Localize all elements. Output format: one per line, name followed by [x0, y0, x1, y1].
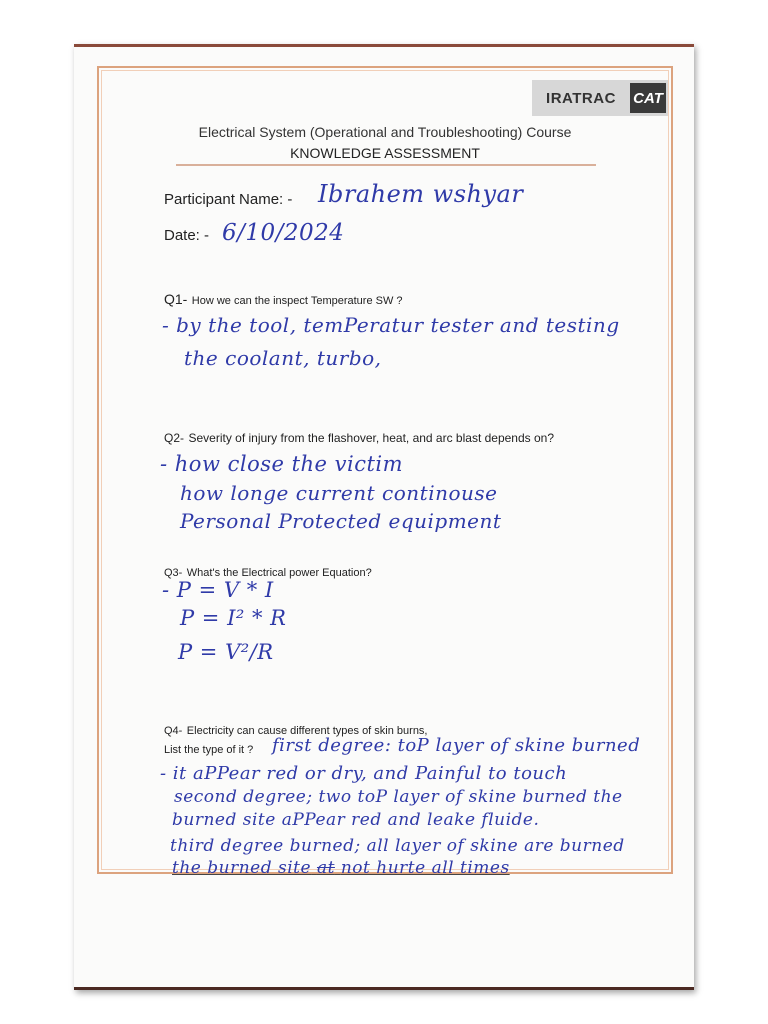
question-4-line2 — [164, 740, 253, 758]
question-1 — [164, 291, 403, 309]
answer-line: second degree; two toP layer of skine burned the — [174, 787, 623, 807]
formula-line: P = V²/R — [178, 640, 274, 664]
crossed-out-word: at — [316, 858, 335, 878]
question-text: How we can the inspect Temperature SW ? — [191, 295, 403, 307]
question-number: Q3- — [164, 567, 183, 579]
course-subtitle: KNOWLEDGE ASSESSMENT — [290, 145, 480, 161]
answer-line: - how close the victim — [160, 452, 404, 476]
formula-line: - P = V * I — [162, 578, 274, 602]
answer-line: - by the tool, temPeratur tester and testing — [162, 313, 620, 337]
answer-line: Personal Protected equipment — [180, 509, 502, 533]
date-value: 6/10/2024 — [222, 220, 345, 246]
formula-line: P = I² * R — [180, 606, 287, 630]
answer-line — [172, 858, 510, 878]
question-number: Q2- — [164, 431, 185, 445]
question-text: Electricity can cause different types of skin burns, — [186, 725, 428, 737]
header-logo-box — [532, 80, 668, 116]
participant-name-value: Ibrahem wshyar — [318, 180, 524, 208]
answer-line: how longe current continouse — [180, 481, 498, 505]
question-text: List the type of it ? — [164, 744, 254, 756]
question-text: Severity of injury from the flashover, heat, and arc blast depends on? — [188, 431, 555, 445]
question-2 — [164, 429, 554, 447]
participant-name-label: Participant Name: - — [164, 191, 293, 208]
cat-logo-icon: CAT — [630, 83, 666, 113]
question-text: What's the Electrical power Equation? — [186, 567, 372, 579]
answer-line: - it aPPear red or dry, and Painful to touch — [160, 763, 568, 784]
date-label: Date: - — [164, 227, 210, 244]
answer-line: the coolant, turbo, — [184, 346, 382, 370]
title-divider — [176, 164, 596, 166]
iratrac-logo: IRATRAC — [546, 89, 616, 107]
answer-line: first degree: toP layer of skine burned — [272, 735, 641, 756]
question-number: Q1- — [164, 291, 188, 307]
answer-line: third degree burned; all layer of skine are burned — [170, 836, 625, 856]
answer-line: burned site aPPear red and leake fluide. — [172, 810, 540, 830]
answer-fragment: not hurte all times — [340, 858, 510, 878]
answer-fragment: the burned site — [172, 858, 312, 878]
question-number: Q4- — [164, 725, 183, 737]
course-title: Electrical System (Operational and Troubleshooting) Course — [198, 124, 572, 140]
